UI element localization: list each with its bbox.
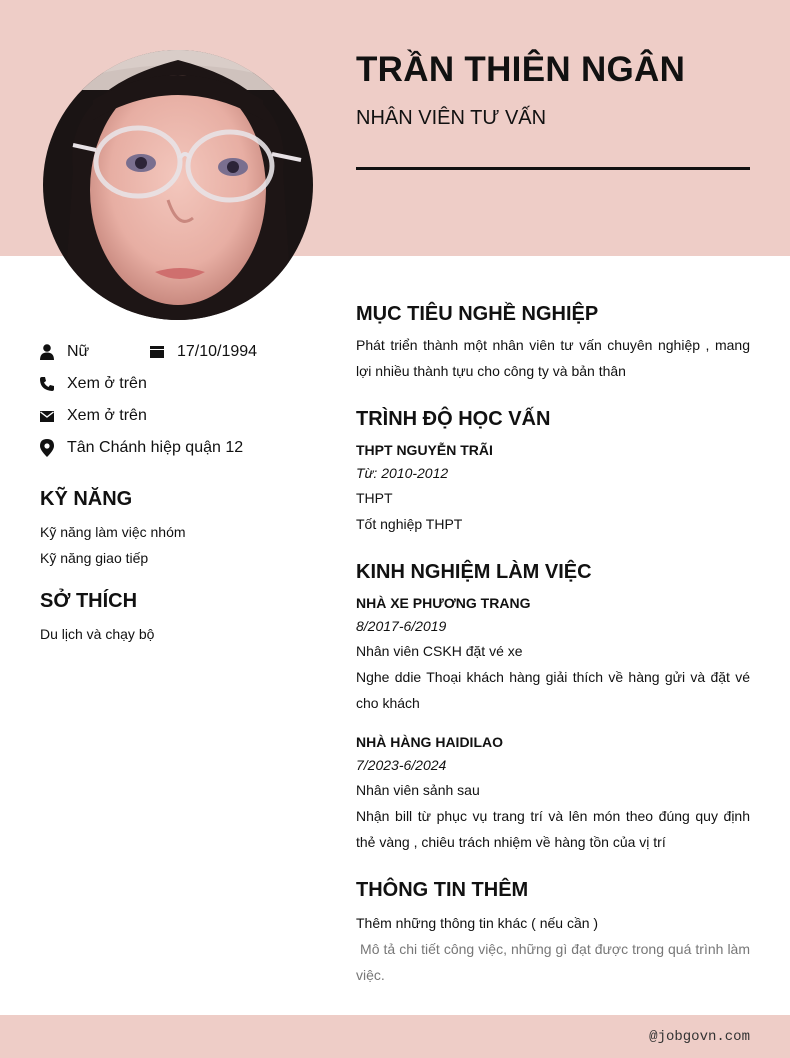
job-period: 7/2023-6/2024 [356,757,447,773]
phone-row [40,375,147,393]
candidate-name: TRẦN THIÊN NGÂN [356,50,686,89]
birthdate-value: 17/10/1994 [177,343,258,360]
education-detail: Tốt nghiệp THPT [356,516,463,532]
skill-item: Kỹ năng làm việc nhóm [40,524,186,540]
candidate-role: NHÂN VIÊN TƯ VẤN [356,107,547,129]
job-detail: Nhận bill từ phục vụ trang trí và lên món theo đúng quy định thẻ vàng , chiêu trách nhiệm về hàng tồn của vị trí [356,808,750,850]
company-name: NHÀ XE PHƯƠNG TRANG [356,595,531,611]
job-detail: Nghe ddie Thoại khách hàng giải thích về hàng gửi và đặt vé cho khách [356,669,750,711]
location-pin-icon [40,440,54,456]
skill-item: Kỹ năng giao tiếp [40,550,149,566]
experience-heading: KINH NGHIỆM LÀM VIỆC [356,561,592,583]
calendar-icon [150,344,164,360]
school-name: THPT NGUYỄN TRÃI [356,442,493,458]
profile-photo [43,50,313,320]
hobbies-heading: SỞ THÍCH [40,590,138,612]
extra-info-description: Mô tả chi tiết công việc, những gì đạt được trong quá trình làm việc. [356,941,754,983]
phone-icon [40,376,54,392]
education-major: THPT [356,490,393,506]
header-divider [356,167,750,170]
extra-info-line: Thêm những thông tin khác ( nếu cần ) [356,915,599,931]
person-icon [40,344,54,360]
gender-value: Nữ [67,343,90,360]
job-position: Nhân viên sảnh sau [356,782,480,798]
company-name: NHÀ HÀNG HAIDILAO [356,734,503,750]
skills-heading: KỸ NĂNG [40,488,133,510]
education-heading: TRÌNH ĐỘ HỌC VẤN [356,408,551,430]
job-position: Nhân viên CSKH đặt vé xe [356,643,523,659]
phone-value: Xem ở trên [67,375,147,392]
job-period: 8/2017-6/2019 [356,618,447,634]
birthdate-row [150,343,257,361]
mail-icon [40,408,54,424]
email-value: Xem ở trên [67,407,147,424]
objective-heading: MỤC TIÊU NGHỀ NGHIỆP [356,303,599,325]
education-period: Từ: 2010-2012 [356,465,449,481]
address-row [40,439,243,457]
objective-text: Phát triển thành một nhân viên tư vấn chuyên nghiệp , mang lợi nhiều thành tựu cho công ty và bản thân [356,337,750,379]
address-value: Tân Chánh hiệp quận 12 [67,439,244,456]
email-row [40,407,147,425]
extra-info-heading: THÔNG TIN THÊM [356,879,529,901]
footer-brand: @jobgovn.com [649,1029,750,1045]
hobby-item: Du lịch và chạy bộ [40,626,155,642]
gender-row [40,343,89,361]
